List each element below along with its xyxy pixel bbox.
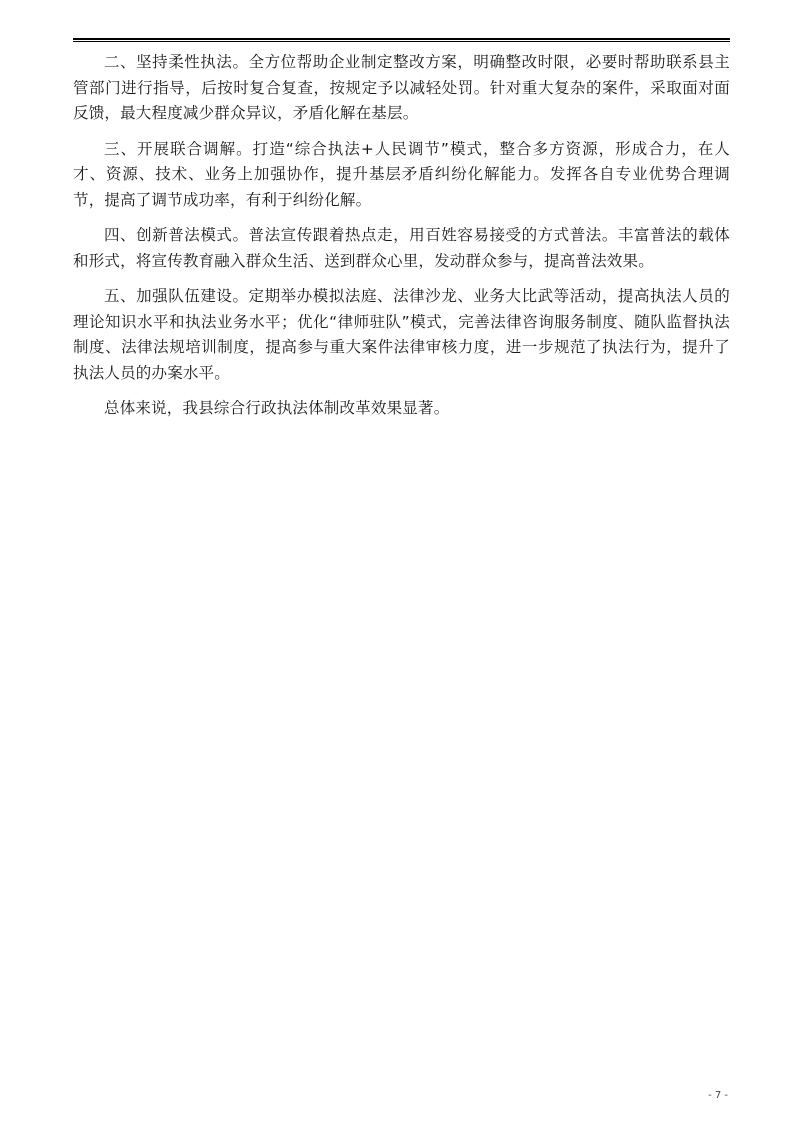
header-rule [73, 38, 730, 42]
paragraph-team-building: 五、加强队伍建设。定期举办模拟法庭、法律沙龙、业务大比武等活动，提高执法人员的理论知识水平和执法业务水平；优化“律师驻队”模式，完善法律咨询服务制度、随队监督执法制度、法律法规培训制度，提高参与重大案件法律审核力度，进一步规范了执法行为，提升了执法人员的办案水平。 [73, 287, 730, 382]
page-number: - 7 - [708, 1090, 728, 1101]
paragraph-joint-mediation: 三、开展联合调解。打造“综合执法+人民调节”模式，整合多方资源，形成合力，在人才、资源、技术、业务上加强协作，提升基层矛盾纠纷化解能力。发挥各自专业优势合理调节，提高了调节成功率，有利于纠纷化解。 [73, 139, 730, 209]
paragraph-legal-education: 四、创新普法模式。普法宣传跟着热点走，用百姓容易接受的方式普法。丰富普法的载体和形式，将宣传教育融入群众生活、送到群众心里，发动群众参与，提高普法效果。 [73, 226, 730, 270]
document-body [73, 50, 730, 432]
paragraph-summary: 总体来说，我县综合行政执法体制改革效果显著。 [104, 399, 450, 417]
paragraph-flexible-enforcement: 二、坚持柔性执法。全方位帮助企业制定整改方案，明确整改时限，必要时帮助联系县主管部门进行指导，后按时复合复查，按规定予以减轻处罚。针对重大复杂的案件，采取面对面反馈，最大程度减少群众异议，矛盾化解在基层。 [73, 53, 730, 122]
